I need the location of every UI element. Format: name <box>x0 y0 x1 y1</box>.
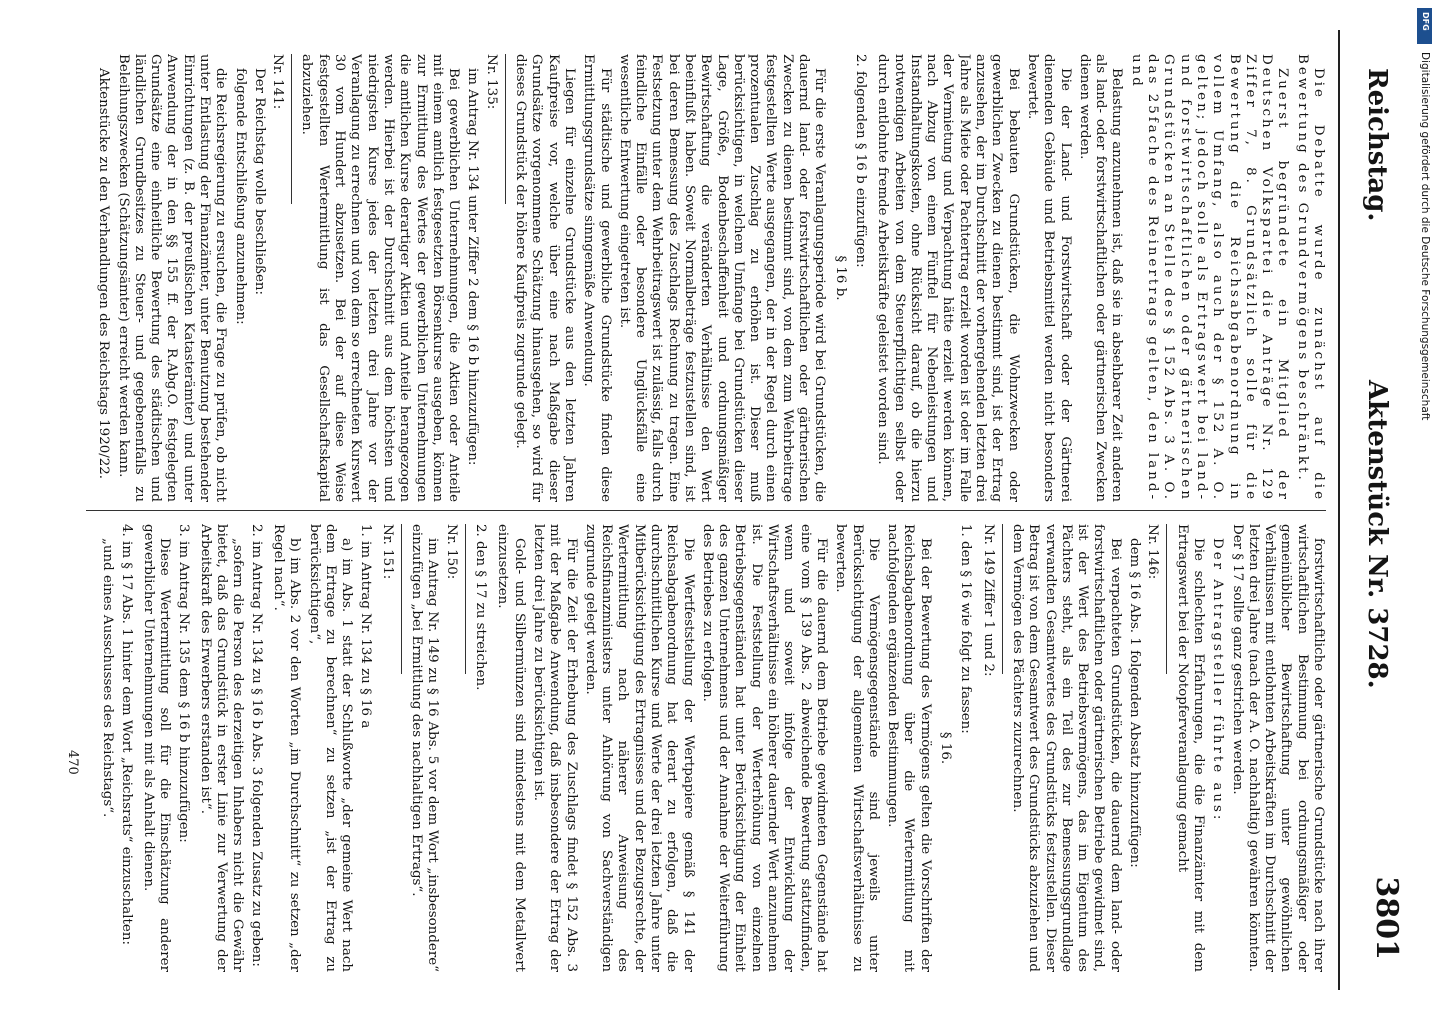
paragraph: Die schlechten Erfahrungen, die die Finanzämter mit dem Ertragswert bei der Notopferveranlagung gemacht <box>1174 524 1206 972</box>
paragraph: Für die Zeit der Erhebung des Zuschlags findet § 152 Abs. 3 mit der Maßgabe Anwendung, daß insbesondere der Ertrag der letzten drei Jahre zu berücksichtigen ist. <box>530 524 579 972</box>
paragraph: Bei bebauten Grundstücken, die Wohnzwecken oder gewerblichen Zwecken zu dienen bestimmt sind, ist der Ertrag anzusehen, der im Durchschnitt der vorhergehenden letzten drei Jahre als Miete oder Pachtertrag erzielt worden ist oder im Falle der Vermietung und Verpachtung hätte erzielt werden können, nach Abzug von einem Fünftel für Nebenleistungen und Instandhaltungskosten, ohne Rücksicht darauf, ob die hierzu notwendigen Arbeiten von dem Steuerpflichtigen selbst oder durch entlohnte fremde Arbeitskräfte geleistet worden sind. <box>875 54 1021 502</box>
motion-label: Nr. 150: <box>443 524 459 580</box>
paragraph: Diese Wertermittlung soll für die Einschätzung anderer gewerblicher Unternehmungen mit als Anhalt dienen. <box>141 524 173 972</box>
paragraph: im Antrag Nr. 149 zu § 16 Abs. 5 vor dem Wort „insbesondere“ einzufügen „bei Ermittlung des nachhaltigen Ertrags“. <box>409 524 441 972</box>
section-rule <box>465 524 466 674</box>
motion-label: 2. folgenden § 16 b einzufügen: <box>852 54 868 268</box>
paragraph: Für die dauernd dem Betriebe gewidmeten Gegenstände hat eine vom § 139 Abs. 2 abweichende Bewertung stattzufinden, wenn und soweit infolge der Entwicklung der Wirtschaftsverhältnisse ein höherer dauernder Wert anzunehmen ist. Die Feststellung der Werterhöhung von einzelnen Betriebsgegenständen hat unter Berücksichtigung der Einheit des ganzen Unternehmens und der Annahme der Weiterführung des Betriebes zu erfolgen. <box>699 524 829 972</box>
paragraph: Der Reichstag wolle beschließen: <box>251 68 267 296</box>
paragraph: „sofern die Person des derzeitigen Inhabers nicht die Gewähr bietet, daß das Grundstück in erster Linie zur Verwertung der Arbeitskraft des Erwerbers erstanden ist“. <box>197 524 246 972</box>
motion-label: 2. den § 17 zu streichen. <box>473 524 489 691</box>
paragraph: „und eines Ausschusses des Reichstags“. <box>100 538 116 818</box>
paragraph: dem § 16 Abs. 1 folgenden Absatz hinzuzufügen: <box>1127 538 1143 868</box>
dfg-logo-text: DFG <box>1421 12 1430 31</box>
paragraph: Die Wertfeststellung der Wertpapiere gemäß § 141 der Reichsabgabenordnung hat derart zu erfolgen, daß die durchschnittlichen Kurse und Werte der drei letzten Jahre unter Mitberücksichtigung des Ertragnisses und der Bezugsrechte, der Wertermittlung nach näherer Anweisung des Reichsfinanzministers unter Anhörung von Sachverständigen zugrunde gelegt werden. <box>582 524 696 972</box>
paragraph: die Reichsregierung zu ersuchen, die Frage zu prüfen, ob nicht unter Entlastung der Finanzämter, unter Benutzung bestehender Einrichtungen (z. B. der preußischen Katasterämter) und unter Anwendung der in den §§ 155 ff. der R.Abg.O. festgelegten Grundsätze eine einheitliche Bewertung des städtischen und ländlichen Grundbesitzes zu Steuer- und gegebenenfalls zu Beleihungszwecken (Schätzungsämter) erreicht werden kann. <box>115 54 229 502</box>
paragraph: Die Debatte wurde zunächst auf die Bewertung des Grundvermögens beschränkt. <box>1294 54 1326 502</box>
header-document-number: Aktenstück Nr. 3728. <box>1362 380 1392 689</box>
paragraph: Bei verpachteten Grundstücken, die dauernd dem land- oder forstwirtschaftlichen oder gärtnerischen Betriebe gewidmet sind, ist der Wert des Betriebsvermögens, das im Eigentum des Pächters steht, als ein Teil des zur Bemessungsgrundlage verwandten Gesamtwertes des Grundstücks festzustellen. Dieser Betrag ist von dem Gesamtwert des Grundstücks abzuziehen und dem Vermögen des Pächters zuzurechnen. <box>1009 524 1123 972</box>
paragraph: Für die erste Veranlagungsperiode wird bei Grundstücken, die dauernd land- oder forstwirtschaftlichen oder gärtnerischen Zwecken zu dienen bestimmt sind, von dem zum Wehrbeitrage festgestellten Werte ausgegangen, der in der Regel durch einen prozentualen Zuschlag zu erhöhen ist. Dieser muß berücksichtigen, in welchem Umfange bei Grundstücken dieser Lage, Größe, Bodenbeschaffenheit und ordnungsmäßiger Bewirtschaftung die veränderten Verhältnisse den Wert beeinflußt haben. Soweit Normalbeträge festzustellen sind, ist bei deren Bemessung des Zuschlags Rechnung zu tragen. Eine Festsetzung unter dem Wehrbeitragswert ist zulässig, falls durch feindliche Einfälle oder besondere Unglücksfälle eine wesentliche Entwertung eingetreten ist. <box>616 54 828 502</box>
rotated-document-page <box>40 30 1410 990</box>
paragraph: Der Antragsteller führte aus: <box>1210 538 1226 823</box>
section-rule <box>1166 524 1167 674</box>
section-heading: § 16. <box>938 731 954 765</box>
paragraph: Bei gewerblichen Unternehmungen, die Aktien oder Anteile mit einem amtlich festgesetzten Börsenkurse ausgeben, können zur Ermittlung des Wertes der gewerblichen Unternehmungen die amtlichen Kurse derartiger Aktien und Anteile herangezogen werden. Hierbei ist der Durchschnitt aus dem höchsten und niedrigsten Kurse jedes der letzten drei Jahre vor der Veranlagung zu errechnen und von dem so errechneten Kurswert 30 vom Hundert abzusetzen. Bei der auf diese Weise festgestellten Wertermittlung ist das Gesellschaftskapital abzuziehen. <box>299 54 462 502</box>
motion-label: 2. im Antrag Nr. 134 zu § 16 b Abs. 3 folgenden Zusatz zu geben: <box>248 524 264 967</box>
motion-label: 1. im Antrag Nr. 134 zu § 16 a <box>357 524 373 729</box>
paragraph: forstwirtschaftliche oder gärtnerische Grundstücke nach ihrer wirtschaftlichen Bestimmung bei ordnungsmäßiger oder gemeinüblicher Bewirtschaftung unter gewöhnlichen Verhältnissen mit entlohnten Arbeitskräften im Durchschnitt der letzten drei Jahre (nach der A. O. nachhaltig) gewähren könnten. Der § 17 sollte ganz gestrichen werden. <box>1229 524 1326 972</box>
section-rule <box>505 54 506 204</box>
header-page-number: 3801 <box>1369 876 1404 960</box>
paragraph: Zuerst begründete ein Mitglied der Deutschen Volkspartei die Anträge Nr. 129 Ziffer 7, 8. Grundsätzlich solle für die Bewertung die Reichsabgabenordnung in vollem Umfang, also auch der § 152 A. O. gelten; jedoch solle als Ertragswert bei land- und forstwirtschaftlichen oder gärtnerischen Grundstücken an Stelle des § 152 Abs. 3 A. O. das 25fache des Reinertrags gelten, den land- und <box>1128 54 1291 502</box>
header-reichstag: Reichstag. <box>1362 68 1392 222</box>
motion-label: 1. den § 16 wie folgt zu fassen: <box>958 524 974 734</box>
footer-page-number: 470 <box>65 750 80 775</box>
left-text-column <box>86 54 1326 502</box>
paragraph: a) im Abs. 1 statt der Schlußworte „der gemeine Wert nach dem Ertrage zu berechnen“ zu setzen „ist der Ertrag zu berücksichtigen“, <box>306 524 355 972</box>
paragraph: Belastung anzunehmen ist, daß sie in absehbarer Zeit anderen als land- oder forstwirtschaftlichen oder gärtnerischen Zwecken dienen werden. <box>1076 54 1125 502</box>
digitization-sidebar <box>1414 0 1434 1000</box>
section-rule <box>1002 524 1003 674</box>
paragraph: Aktenstücke zu den Verhandlungen des Reichstags 1920/22. <box>96 68 112 480</box>
motion-label: 3. im Antrag Nr. 135 dem § 16 b hinzuzufügen: <box>175 524 191 843</box>
dfg-logo <box>1417 8 1432 44</box>
paragraph: Für städtische und gewerbliche Grundstücke finden diese Ermittlungsgrundsätze sinngemäße Anwendung. <box>581 54 613 502</box>
paragraph: Die Vermögensgegenstände sind jeweils unter Berücksichtigung der allgemeinen Wirtschaftsverhältnisse zu bewerten. <box>833 524 881 972</box>
motion-label: Nr. 149 Ziffer 1 und 2: <box>980 524 996 677</box>
scanned-page-area <box>40 30 1410 990</box>
motion-label: 4. im § 17 Abs. 1 hinter dem Wort „Reichsrats“ einzuschalten: <box>118 524 134 945</box>
motion-label: Nr. 151: <box>379 524 395 580</box>
paragraph: folgende Entschließung anzunehmen: <box>232 68 248 325</box>
section-rule <box>291 54 292 204</box>
paragraph: Gold- und Silbermünzen sind mindestens mit dem Metallwert einzusetzen. <box>495 524 527 972</box>
motion-label: Nr. 141: <box>270 54 286 110</box>
page-header <box>1338 30 1410 990</box>
paragraph: Die der Land- und Forstwirtschaft oder der Gärtnerei dienenden Gebäude und Betriebsmittel werden nicht besonders bewertet. <box>1024 54 1073 502</box>
motion-label: Nr. 146: <box>1145 524 1161 580</box>
section-heading: § 16 b. <box>832 255 848 301</box>
paragraph: Bei der Bewertung des Vermögens gelten die Vorschriften der Reichsabgabenordnung über die Wertermittlung mit nachfolgenden ergänzenden Bestimmungen. <box>885 524 933 972</box>
paragraph: im Antrag Nr. 134 unter Ziffer 2 dem § 16 b hinzuzufügen: <box>465 68 481 466</box>
digitization-credit: Digitalisierung gefördert durch die Deutsche Forschungsgemeinschaft <box>1419 52 1431 421</box>
motion-label: Nr. 135: <box>483 54 499 110</box>
column-divider <box>86 510 1326 511</box>
section-rule <box>401 524 402 674</box>
paragraph: b) im Abs. 2 vor den Worten „im Durchschnitt“ zu setzen „der Regel nach“. <box>271 524 303 972</box>
paragraph: Liegen für einzelne Grundstücke aus den letzten Jahren Kaufpreise vor, welche über eine nach Maßgabe dieser Grundsätze vorgenommene Schätzung hinausgehen, so wird für dieses Grundstück der höhere Kaufpreis zugrunde gelegt. <box>513 54 577 502</box>
right-text-column <box>86 524 1326 972</box>
